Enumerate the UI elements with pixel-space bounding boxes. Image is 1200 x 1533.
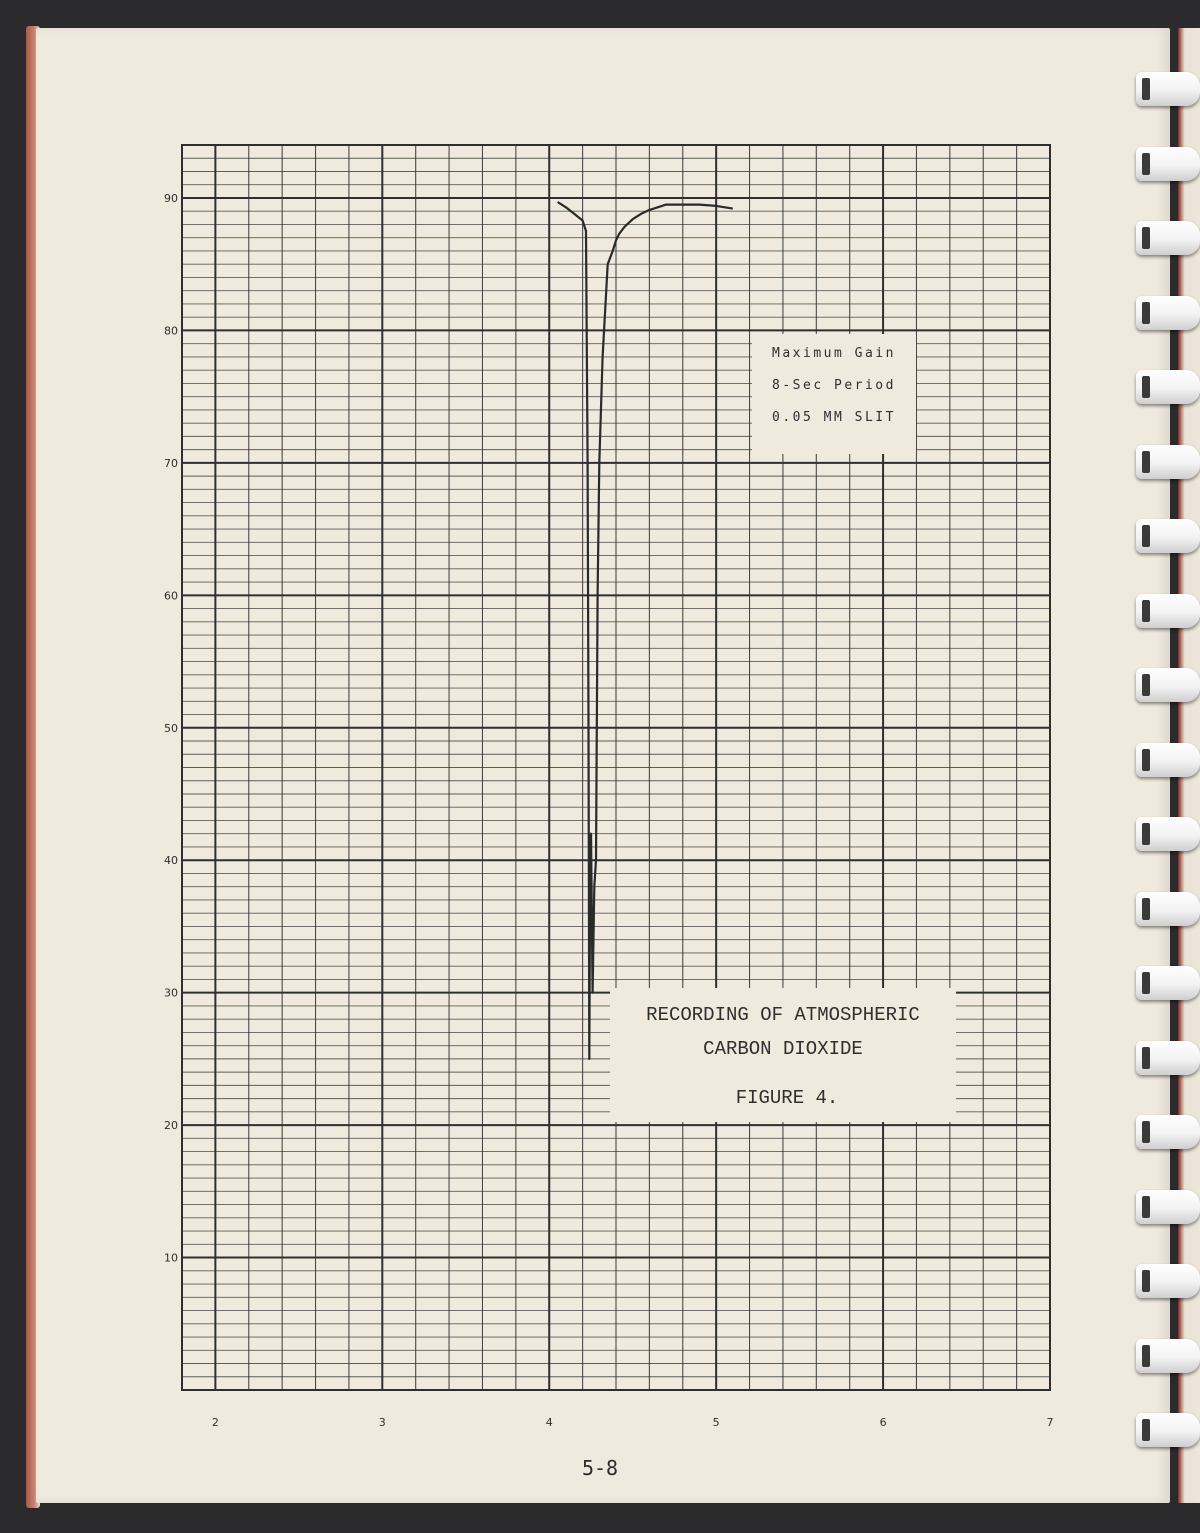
legend-line-period: 8-Sec Period — [772, 378, 896, 393]
binding-coil — [1136, 519, 1200, 555]
binding-hole — [1142, 972, 1150, 994]
binding-coil — [1136, 594, 1200, 630]
x-tick-label: 5 — [712, 1416, 720, 1429]
page-number: 5-8 — [581, 1456, 619, 1480]
binding-hole — [1142, 1047, 1150, 1069]
binding-coil — [1136, 1115, 1200, 1151]
binding-hole — [1142, 823, 1150, 845]
y-tick-label: 60 — [164, 589, 178, 603]
binding-coil — [1136, 1190, 1200, 1226]
binding-hole — [1142, 898, 1150, 920]
binding-hole — [1142, 153, 1150, 175]
binding-coil — [1136, 966, 1200, 1002]
binding-hole — [1142, 600, 1150, 622]
binding-hole — [1142, 302, 1150, 324]
legend-line-slit: 0.05 MM SLIT — [772, 410, 896, 425]
binding-hole — [1142, 1121, 1150, 1143]
legend-line-gain: Maximum Gain — [772, 346, 896, 361]
binding-coil — [1136, 1264, 1200, 1300]
binding-hole — [1142, 1270, 1150, 1292]
binding-coil — [1136, 221, 1200, 257]
binding-hole — [1142, 78, 1150, 100]
y-tick-label: 70 — [164, 456, 178, 470]
binding-hole — [1142, 1196, 1150, 1218]
binding-hole — [1142, 674, 1150, 696]
x-tick-label: 6 — [879, 1416, 887, 1429]
binding-hole — [1142, 451, 1150, 473]
binding-hole — [1142, 227, 1150, 249]
y-tick-label: 20 — [164, 1119, 178, 1133]
y-tick-label: 30 — [164, 986, 178, 1000]
binding-hole — [1142, 376, 1150, 398]
figure-number: FIGURE 4. — [735, 1087, 839, 1109]
y-tick-label: 50 — [164, 721, 178, 735]
binding-coil — [1136, 296, 1200, 332]
y-tick-label: 80 — [164, 324, 178, 338]
binding-coil — [1136, 147, 1200, 183]
binding-hole — [1142, 525, 1150, 547]
binding-coil — [1136, 1041, 1200, 1077]
y-tick-label: 90 — [164, 191, 178, 205]
binding-hole — [1142, 749, 1150, 771]
x-tick-label: 7 — [1046, 1416, 1054, 1429]
x-tick-label: 3 — [378, 1416, 386, 1429]
binding-coil — [1136, 1339, 1200, 1375]
binding-coil — [1136, 1413, 1200, 1449]
binding-coil — [1136, 817, 1200, 853]
binding-coil — [1136, 668, 1200, 704]
binding-coil — [1136, 445, 1200, 481]
x-tick-label: 2 — [211, 1416, 219, 1429]
axis-tick-labels — [164, 192, 1054, 1429]
title-box — [610, 988, 956, 1122]
binding-hole — [1142, 1419, 1150, 1441]
y-tick-label: 10 — [164, 1251, 178, 1265]
chart-grid — [182, 145, 1050, 1390]
x-tick-label: 4 — [545, 1416, 553, 1429]
binding-coil — [1136, 72, 1200, 108]
binding-hole — [1142, 1345, 1150, 1367]
figure-title-line2: CARBON DIOXIDE — [703, 1038, 863, 1060]
binding-coil — [1136, 892, 1200, 928]
binding-coil — [1136, 370, 1200, 406]
figure-title-line1: RECORDING OF ATMOSPHERIC — [646, 1004, 920, 1026]
binding-coil — [1136, 743, 1200, 779]
y-tick-label: 40 — [164, 854, 178, 868]
legend-box — [752, 334, 916, 454]
